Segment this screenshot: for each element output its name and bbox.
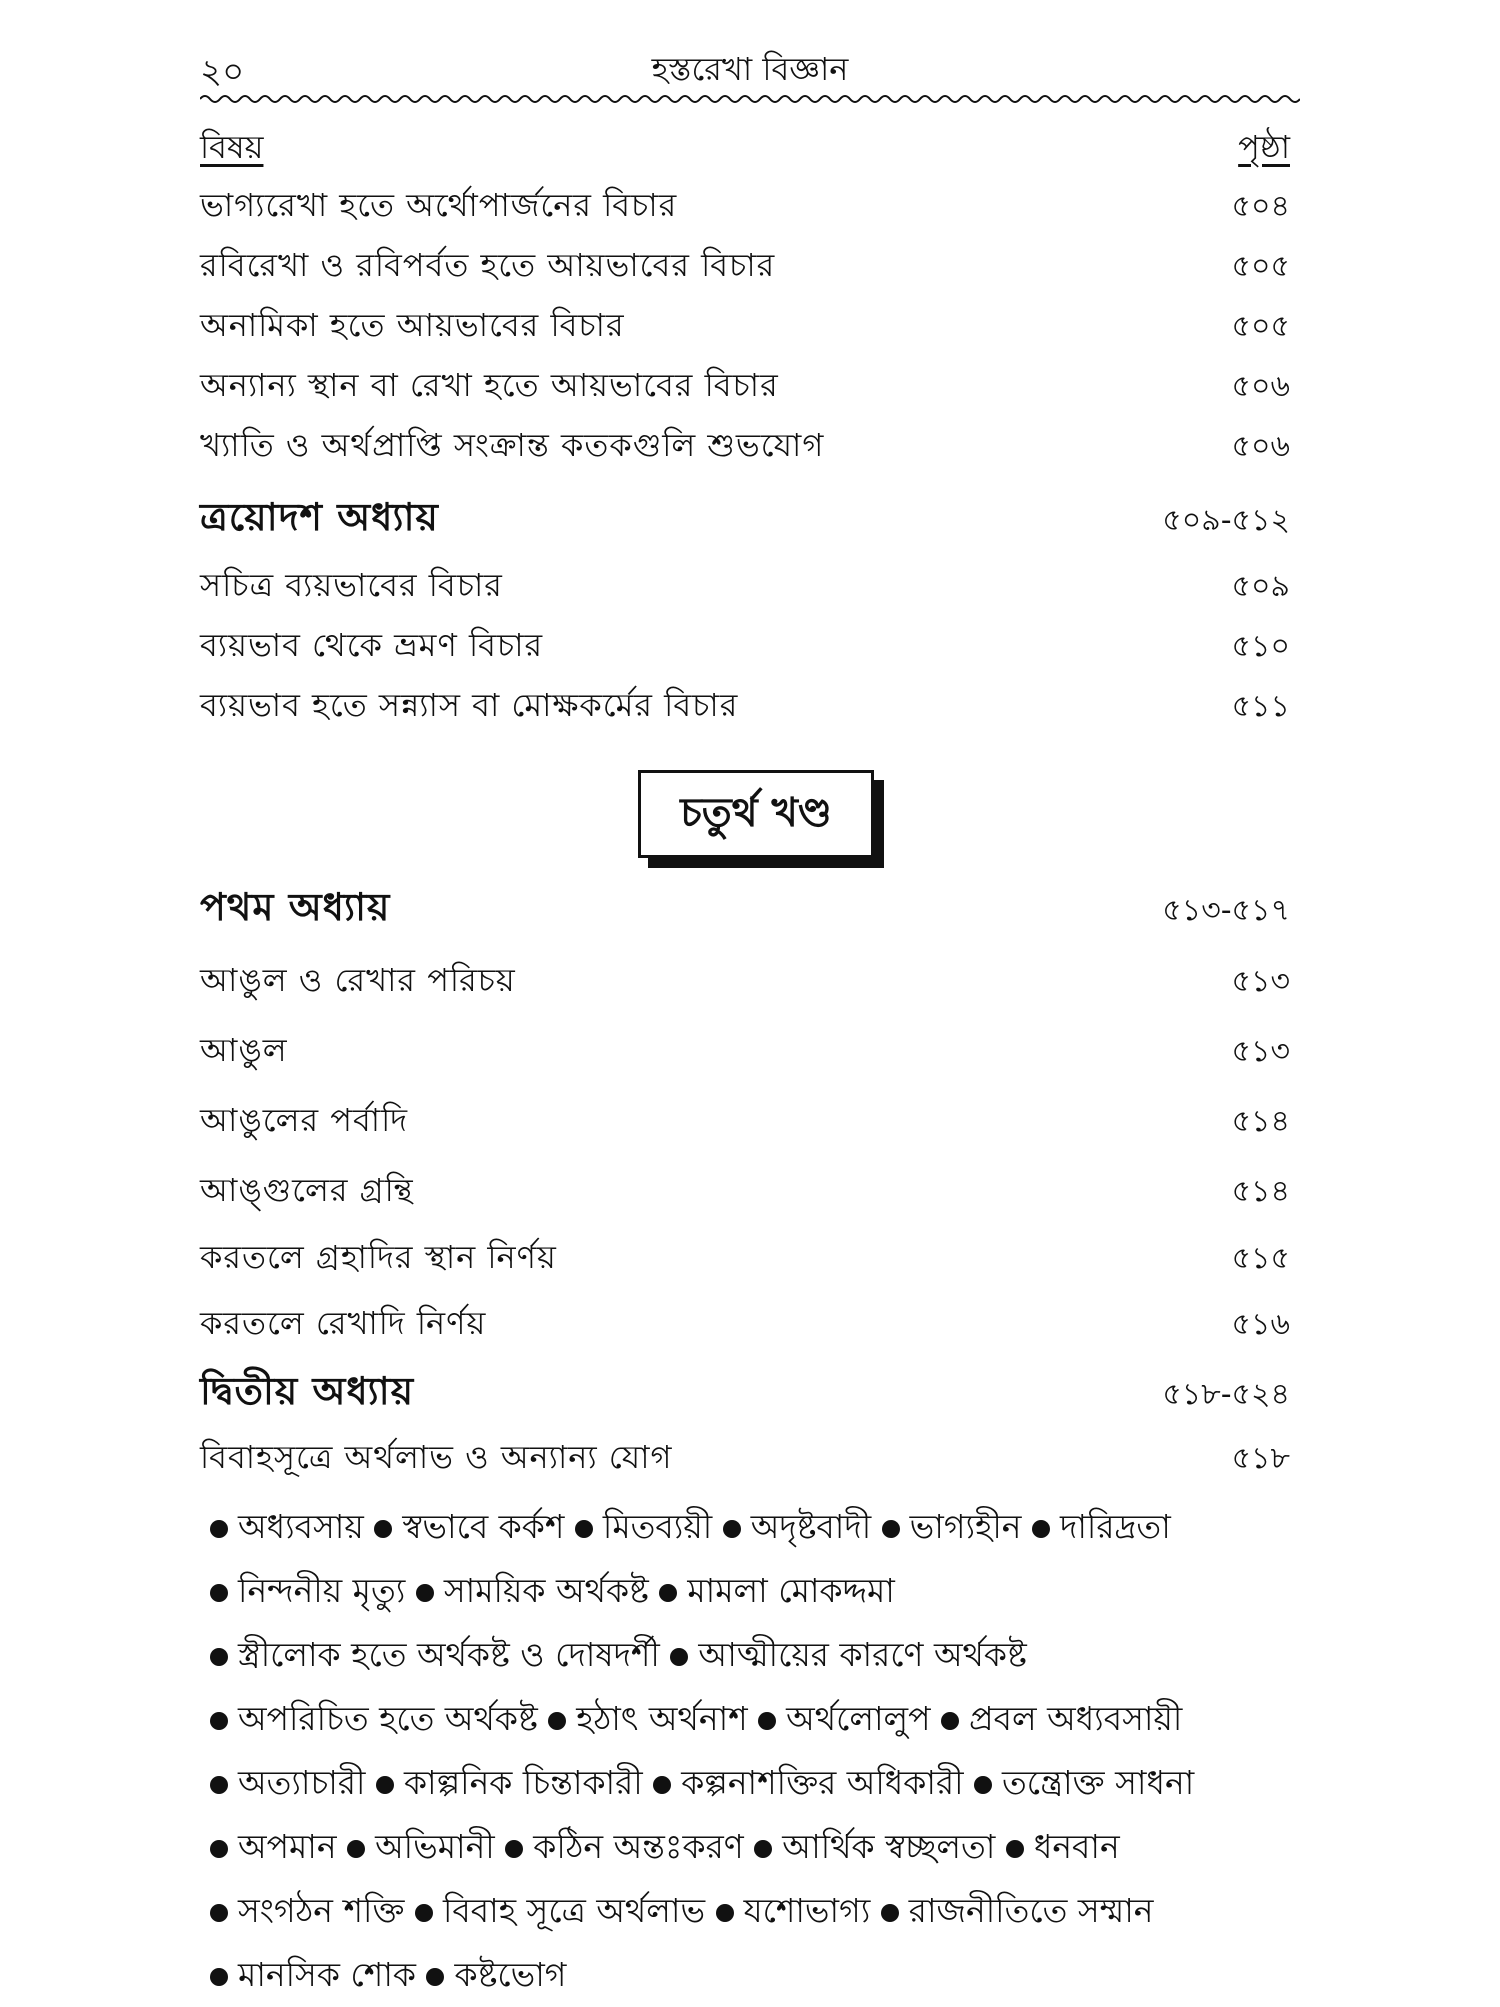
- topic-item: [210, 1763, 365, 1802]
- bullet-icon: [374, 1520, 392, 1538]
- topic-item: [347, 1827, 495, 1866]
- entry-page: ৫০৯: [1231, 569, 1290, 604]
- chapter-title: ত্রয়োদশ অধ্যায়: [200, 495, 439, 539]
- bullet-icon: [426, 1968, 444, 1986]
- topic-item: [1006, 1827, 1120, 1866]
- entry-page: ৫১০: [1231, 629, 1290, 664]
- bullet-icon: [210, 1712, 228, 1730]
- topic-item: [575, 1507, 712, 1546]
- entry-page: ৫১৩: [1231, 964, 1290, 999]
- bullet-icon: [882, 1520, 900, 1538]
- topic-label: কাল্পনিক চিন্তাকারী: [403, 1763, 643, 1802]
- bullet-icon: [758, 1712, 776, 1730]
- topic-label: দারিদ্রতা: [1060, 1507, 1171, 1546]
- topic-label: যশোভাগ্য: [743, 1891, 871, 1930]
- topic-label: আর্থিক স্বচ্ছলতা: [782, 1827, 996, 1866]
- toc-entry: [200, 1432, 1290, 1486]
- topic-label: অপমান: [238, 1827, 337, 1866]
- bullet-icon: [416, 1584, 434, 1602]
- topic-item: [505, 1827, 743, 1866]
- entry-title: অনামিকা হতে আয়ভাবের বিচার: [200, 306, 625, 344]
- bullet-icon: [659, 1584, 677, 1602]
- topic-item: [210, 1827, 337, 1866]
- topic-label: প্রবল অধ্যবসায়ী: [969, 1699, 1183, 1738]
- entry-title: খ্যাতি ও অর্থপ্রাপ্তি সংক্রান্ত কতকগুলি শুভযোগ: [200, 426, 825, 464]
- topic-item: [426, 1955, 566, 1994]
- page-header: [200, 40, 1300, 90]
- topic-item: [716, 1891, 871, 1930]
- topic-item: [653, 1763, 963, 1802]
- bullet-icon: [347, 1840, 365, 1858]
- chapter-title: দ্বিতীয় অধ্যায়: [200, 1369, 415, 1413]
- topic-label: অপরিচিত হতে অর্থকষ্ট: [238, 1699, 538, 1738]
- topic-list: [210, 1495, 1300, 2007]
- topic-item: [210, 1507, 364, 1546]
- topic-label: নিন্দনীয় মৃত্যু: [238, 1571, 406, 1610]
- entry-page: ৫১৮: [1231, 1441, 1290, 1476]
- topic-label: অদৃষ্টবাদী: [750, 1507, 872, 1546]
- subject-column-header: বিষয়: [200, 128, 264, 166]
- chapter-heading: [200, 488, 1290, 552]
- topic-label: অভিমানী: [375, 1827, 495, 1866]
- bullet-icon: [415, 1904, 433, 1922]
- chapter-pages: ৫১৮-৫২৪: [1162, 1377, 1290, 1412]
- toc-entry: [200, 1025, 1290, 1079]
- chapter-heading: [200, 878, 1290, 942]
- toc-entry: [200, 420, 1290, 474]
- bullet-icon: [716, 1904, 734, 1922]
- entry-title: ব্যয়ভাব থেকে ভ্রমণ বিচার: [200, 626, 544, 664]
- topic-item: [548, 1699, 747, 1738]
- bullet-icon: [1006, 1840, 1024, 1858]
- topic-label: কষ্টভোগ: [454, 1955, 567, 1994]
- entry-page: ৫১৪: [1231, 1174, 1290, 1209]
- topic-label: অর্থলোলুপ: [786, 1699, 931, 1738]
- topic-item: [723, 1507, 871, 1546]
- topic-item: [210, 1571, 405, 1610]
- topic-label: হঠাৎ অর্থনাশ: [576, 1699, 748, 1738]
- topic-label: সংগঠন শক্তি: [238, 1891, 405, 1930]
- topic-label: অধ্যবসায়: [238, 1507, 364, 1546]
- chapter-title: পথম অধ্যায়: [200, 885, 391, 929]
- topic-label: ধনবান: [1033, 1827, 1120, 1866]
- entry-page: ৫১৪: [1231, 1104, 1290, 1139]
- topic-label: মামলা মোকদ্দমা: [687, 1571, 895, 1610]
- toc-entry: [200, 680, 1290, 734]
- entry-page: ৫১৬: [1231, 1307, 1290, 1342]
- toc-entry: [200, 300, 1290, 354]
- toc-entry: [200, 560, 1290, 614]
- topic-label: সাময়িক অর্থকষ্ট: [443, 1571, 649, 1610]
- toc-entry: [200, 955, 1290, 1009]
- topic-item: [974, 1763, 1194, 1802]
- page-column-header: পৃষ্ঠা: [1238, 128, 1290, 166]
- topic-item: [415, 1891, 705, 1930]
- bullet-icon: [670, 1648, 688, 1666]
- entry-title: রবিরেখা ও রবিপর্বত হতে আয়ভাবের বিচার: [200, 246, 776, 284]
- topic-item: [210, 1635, 660, 1674]
- entry-page: ৫১৫: [1231, 1241, 1290, 1276]
- topic-item: [374, 1507, 564, 1546]
- bullet-icon: [210, 1520, 228, 1538]
- toc-entry: [200, 1298, 1290, 1352]
- topic-item: [758, 1699, 930, 1738]
- topic-label: কল্পনাশক্তির অধিকারী: [681, 1763, 964, 1802]
- topic-label: ভাগ্যহীন: [909, 1507, 1022, 1546]
- bullet-icon: [210, 1648, 228, 1666]
- topic-item: [376, 1763, 643, 1802]
- entry-title: করতলে গ্রহাদির স্থান নির্ণয়: [200, 1238, 557, 1276]
- topic-label: মিতব্যয়ী: [602, 1507, 713, 1546]
- topic-item: [210, 1891, 404, 1930]
- bullet-icon: [974, 1776, 992, 1794]
- topic-label: অত্যাচারী: [238, 1763, 366, 1802]
- entry-title: করতলে রেখাদি নির্ণয়: [200, 1304, 487, 1342]
- topic-item: [941, 1699, 1182, 1738]
- chapter-pages: ৫০৯-৫১২: [1162, 503, 1290, 538]
- section-heading: চতুর্থ খণ্ড: [680, 789, 832, 836]
- topic-label: কঠিন অন্তঃকরণ: [533, 1827, 744, 1866]
- entry-page: ৫০৫: [1231, 309, 1290, 344]
- topic-label: স্বভাবে কর্কশ: [402, 1507, 565, 1546]
- toc-page: [200, 40, 1300, 1994]
- entry-title: আঙুল ও রেখার পরিচয়: [200, 961, 516, 999]
- entry-title: আঙ্গুলের গ্রন্থি: [200, 1171, 414, 1209]
- topic-item: [670, 1635, 1026, 1674]
- entry-page: ৫১১: [1231, 689, 1290, 724]
- bullet-icon: [210, 1968, 228, 1986]
- topic-item: [210, 1699, 538, 1738]
- chapter-heading: [200, 1362, 1290, 1426]
- topic-label: রাজনীতিতে সম্মান: [908, 1891, 1154, 1930]
- bullet-icon: [881, 1904, 899, 1922]
- topic-item: [882, 1507, 1022, 1546]
- topic-label: তন্ত্রোক্ত সাধনা: [1002, 1763, 1195, 1802]
- toc-entry: [200, 360, 1290, 414]
- entry-title: আঙুল: [200, 1031, 288, 1069]
- bullet-icon: [210, 1840, 228, 1858]
- entry-page: ৫০৪: [1231, 189, 1290, 224]
- bullet-icon: [754, 1840, 772, 1858]
- bullet-icon: [210, 1584, 228, 1602]
- bullet-icon: [653, 1776, 671, 1794]
- section-heading-box: [638, 770, 874, 858]
- entry-title: ভাগ্যরেখা হতে অর্থোপার্জনের বিচার: [200, 186, 678, 224]
- bullet-icon: [505, 1840, 523, 1858]
- entry-page: ৫০৫: [1231, 249, 1290, 284]
- bullet-icon: [210, 1776, 228, 1794]
- bullet-icon: [575, 1520, 593, 1538]
- topic-label: বিবাহ সূত্রে অর্থলাভ: [442, 1891, 706, 1930]
- bullet-icon: [1032, 1520, 1050, 1538]
- bullet-icon: [548, 1712, 566, 1730]
- topic-item: [1032, 1507, 1171, 1546]
- running-title: হস্তরেখা বিজ্ঞান: [651, 50, 849, 88]
- bullet-icon: [723, 1520, 741, 1538]
- chapter-pages: ৫১৩-৫১৭: [1162, 893, 1290, 928]
- bullet-icon: [941, 1712, 959, 1730]
- wavy-divider: [200, 92, 1300, 106]
- page-number: ২০: [200, 52, 245, 92]
- entry-title: বিবাহসূত্রে অর্থলাভ ও অন্যান্য যোগ: [200, 1438, 673, 1476]
- topic-item: [210, 1955, 416, 1994]
- entry-title: ব্যয়ভাব হতে সন্ন্যাস বা মোক্ষকর্মের বিচার: [200, 686, 739, 724]
- entry-title: অন্যান্য স্থান বা রেখা হতে আয়ভাবের বিচার: [200, 366, 779, 404]
- entry-page: ৫১৩: [1231, 1034, 1290, 1069]
- topic-item: [659, 1571, 895, 1610]
- toc-entry: [200, 240, 1290, 294]
- toc-entry: [200, 1095, 1290, 1149]
- toc-entry: [200, 620, 1290, 674]
- toc-entry: [200, 180, 1290, 234]
- bullet-icon: [210, 1904, 228, 1922]
- entry-title: সচিত্র ব্যয়ভাবের বিচার: [200, 566, 503, 604]
- topic-item: [881, 1891, 1154, 1930]
- topic-label: আত্মীয়ের কারণে অর্থকষ্ট: [698, 1635, 1027, 1674]
- toc-entry: [200, 1232, 1290, 1286]
- entry-page: ৫০৬: [1231, 429, 1290, 464]
- topic-label: মানসিক শোক: [238, 1955, 416, 1994]
- topic-item: [416, 1571, 649, 1610]
- entry-page: ৫০৬: [1231, 369, 1290, 404]
- topic-item: [754, 1827, 995, 1866]
- entry-title: আঙুলের পর্বাদি: [200, 1101, 409, 1139]
- topic-label: স্ত্রীলোক হতে অর্থকষ্ট ও দোষদর্শী: [238, 1635, 660, 1674]
- toc-entry: [200, 1165, 1290, 1219]
- bullet-icon: [376, 1776, 394, 1794]
